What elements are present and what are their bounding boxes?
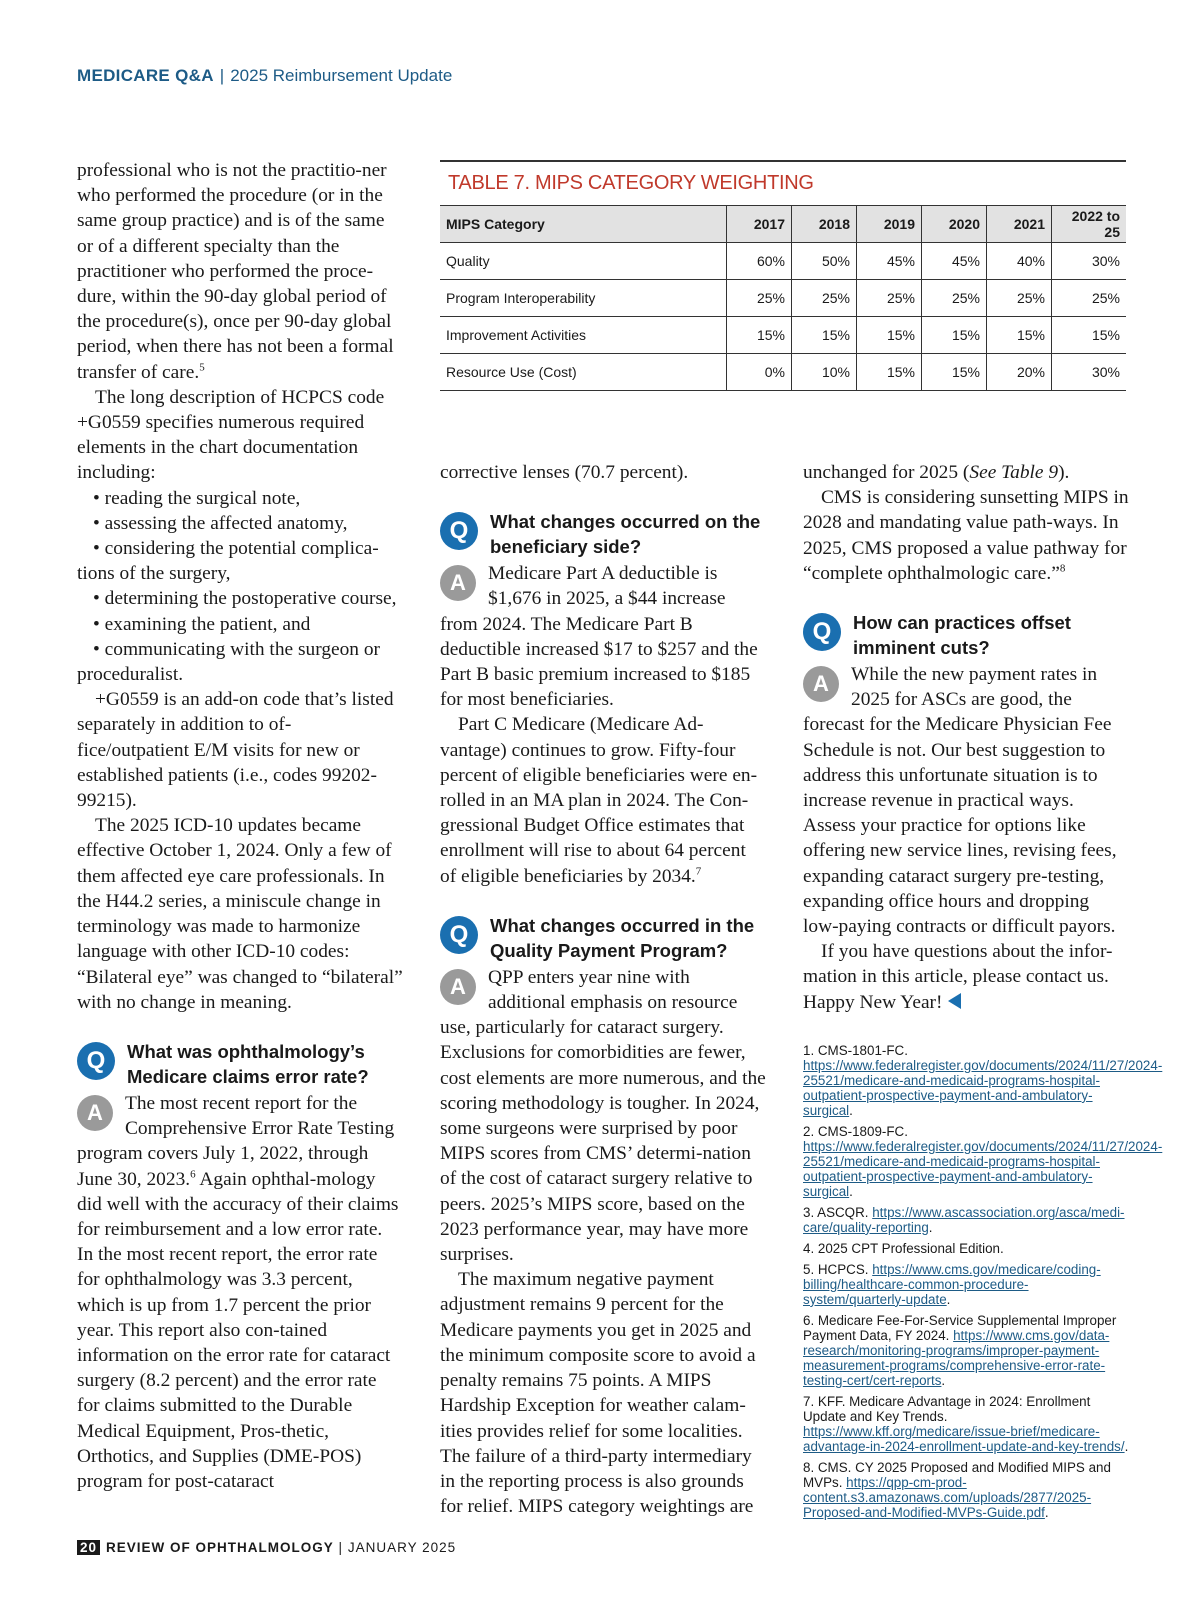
- reference-end: .: [941, 1372, 946, 1388]
- footnote-ref: 8: [1059, 562, 1066, 575]
- footnote-ref: 7: [695, 865, 702, 878]
- reference-item: [803, 1241, 1129, 1256]
- reference-item: [803, 1313, 1129, 1388]
- magazine-name: REVIEW OF OPHTHALMOLOGY: [106, 1540, 334, 1555]
- qa-block: [440, 509, 766, 889]
- table-cell: 45%: [922, 243, 987, 280]
- question-text: What changes occurred on the beneficiary side?: [490, 511, 761, 558]
- paragraph-text: professional who is not the practitio-ner who performed the procedure (or in the same group practice) and is of the same or of a different specialty than the practitioner who performed the proce-dure, within the 90-day global period of the procedure(s), once per 90-day global period, when there has not been a formal transfer of care.: [77, 160, 394, 383]
- question-text: What was ophthalmology’s Medicare claims error rate?: [127, 1040, 369, 1087]
- bullet-item: • determining the postoperative course,: [93, 588, 397, 610]
- reference-item: [803, 1205, 1129, 1235]
- column-2: [440, 460, 766, 1519]
- table-cell: 15%: [922, 354, 987, 391]
- qa-block: [440, 913, 766, 1519]
- table-cell: 45%: [857, 243, 922, 280]
- running-header: [77, 66, 452, 86]
- paragraph-text: Part C Medicare (Medicare Ad-vantage) continues to grow. Fifty-four percent of eligible beneficiaries were en-rolled in an MA plan in 2024. The Con-gressional Budget Office estimates that enrollment will rise to about 64 percent of eligible beneficiaries by 2034.: [440, 714, 758, 887]
- answer-badge-icon: A: [440, 565, 476, 601]
- table-header-row: [440, 206, 1126, 243]
- question-badge-icon: Q: [77, 1042, 115, 1080]
- paragraph: The long description of HCPCS code +G0559 specifies numerous required elements in the chart documentation including:: [77, 386, 385, 484]
- answer: [440, 965, 766, 1267]
- reference-link[interactable]: https://www.kff.org/medicare/issue-brief/medicare-advantage-in-2024-enrollment-update-and-key-trends/: [803, 1423, 1125, 1454]
- table-cell: 25%: [792, 280, 857, 317]
- qa-block: [77, 1039, 403, 1494]
- table-row: [440, 280, 1126, 317]
- table-cell: Improvement Activities: [440, 317, 727, 354]
- reference-text: 3. ASCQR.: [803, 1204, 873, 1220]
- reference-text: 8. CMS. CY 2025 Proposed and Modified MIPS and MVPs.: [803, 1459, 1111, 1490]
- table-cell: 15%: [857, 354, 922, 391]
- answer: [77, 1091, 403, 1494]
- table-cell: 15%: [1052, 317, 1127, 354]
- bullet-item: • communicating with the surgeon or proceduralist.: [77, 638, 381, 686]
- paragraph-text: unchanged for 2025 (: [803, 462, 970, 483]
- reference-text: 1. CMS-1801-FC.: [803, 1042, 908, 1058]
- table-cell: 25%: [727, 280, 792, 317]
- answer-text: Again ophthal-mology did well with the accuracy of their claims for reimbursement and a low error rate. In the most recent report, the error rate for ophthalmology was 3.3 percent, which is up from 1.7 percent the prior year. This report also con-tained information on the error rate for cataract surgery (8.2 percent) and the error rate for claims submitted to the Durable Medical Equipment, Pros-thetic, Orthotics, and Supplies (DME-POS) program for post-cataract: [77, 1168, 399, 1492]
- table-row: [440, 354, 1126, 391]
- page-number: 20: [77, 1540, 100, 1555]
- table-cell: 25%: [922, 280, 987, 317]
- table-cell: 30%: [1052, 243, 1127, 280]
- header-brand: MEDICARE Q&A: [77, 66, 214, 85]
- answer-text: QPP enters year nine with additional emphasis on resource use, particularly for cataract surgery. Exclusions for comorbidities are fewer, cost elements are more numerous, and the scoring methodology is tougher. In 2024, some surgeons were surprised by poor MIPS scores from CMS’ determi-nation of the cost of cataract surgery relative to peers. 2025’s MIPS score, based on the 2023 performance year, may have more surprises.: [440, 966, 766, 1266]
- table-header-cell: 2019: [857, 206, 922, 243]
- paragraph-text: If you have questions about the infor-mation in this article, please contact us. Happy New Year!: [803, 941, 1113, 1013]
- reference-link[interactable]: https://qpp-cm-prod-content.s3.amazonaws.com/uploads/2877/2025-Proposed-and-Modified-MVPs-Guide.pdf: [803, 1474, 1092, 1520]
- footnote-ref: 5: [199, 361, 205, 374]
- question: [77, 1039, 403, 1089]
- table-cell: 15%: [857, 317, 922, 354]
- table-cell: 40%: [987, 243, 1052, 280]
- table-row: [440, 317, 1126, 354]
- paragraph: The 2025 ICD-10 updates became effective October 1, 2024. Only a few of them affected eye care professionals. In the H44.2 series, a miniscule change in terminology was made to harmonize language with other ICD-10 codes: “Bilateral eye” was changed to “bilateral” with no change in meaning.: [77, 815, 403, 1013]
- paragraph-text: CMS is considering sunsetting MIPS in 2028 and mandating value path-ways. In 2025, CMS proposed a value pathway for “complete ophthalmologic care.”: [803, 487, 1129, 584]
- table-header-cell: MIPS Category: [440, 206, 727, 243]
- footnote-ref: 6: [190, 1168, 196, 1181]
- reference-item: [803, 1460, 1129, 1520]
- paragraph: The maximum negative payment adjustment remains 9 percent for the Medicare payments you get in 2025 and the minimum composite score to avoid a penalty remains 75 points. A MIPS Hardship Exception for weather calam-ities provides relief for some localities. The failure of a third-party intermediary in the reporting process is also grounds for relief. MIPS category weightings are: [440, 1269, 756, 1518]
- paragraph: [803, 460, 1129, 485]
- table-cell: Program Interoperability: [440, 280, 727, 317]
- table-header-cell: 2017: [727, 206, 792, 243]
- table-header-cell: 2021: [987, 206, 1052, 243]
- reference-text: 4. 2025 CPT Professional Edition.: [803, 1240, 1004, 1256]
- mips-weighting-table: [440, 205, 1126, 391]
- answer-badge-icon: A: [77, 1095, 113, 1131]
- table-cell: 15%: [727, 317, 792, 354]
- table-cell: 30%: [1052, 354, 1127, 391]
- footer-separator: |: [338, 1540, 344, 1555]
- bullet-item: • considering the potential complica-tions of the surgery,: [77, 538, 379, 585]
- references-list: [803, 1042, 1163, 1520]
- answer-text: The most recent report for the Comprehensive Error Rate Testing program covers July 1, 2022, through June 30, 2023.: [77, 1092, 395, 1190]
- reference-item: [803, 1042, 1163, 1118]
- question-badge-icon: Q: [803, 613, 841, 651]
- reference-end: .: [946, 1291, 951, 1307]
- table-header-cell: 2020: [922, 206, 987, 243]
- table-cell: 25%: [857, 280, 922, 317]
- question-text: How can practices offset imminent cuts?: [853, 612, 1071, 659]
- column-3: [803, 460, 1163, 1526]
- reference-end: .: [1124, 1438, 1129, 1454]
- reference-end: .: [928, 1219, 933, 1235]
- table-cell: 15%: [987, 317, 1052, 354]
- table-cell: 25%: [987, 280, 1052, 317]
- answer-text: Medicare Part A deductible is $1,676 in 2025, a $44 increase from 2024. The Medicare Part B deductible increased $17 to $257 and the Part B basic premium increased to $185 for most beneficiaries.: [440, 563, 758, 711]
- table-title: TABLE 7. MIPS CATEGORY WEIGHTING: [448, 172, 814, 194]
- paragraph: +G0559 is an add-on code that’s listed separately in addition to of-fice/outpatient E/M visits for new or established patients (i.e., codes 99202-99215).: [77, 689, 394, 812]
- end-mark-triangle-icon: [948, 993, 961, 1009]
- table-7: [440, 160, 1126, 391]
- issue-date: JANUARY 2025: [347, 1540, 457, 1555]
- qa-block: [803, 610, 1129, 1015]
- table-cell: 15%: [922, 317, 987, 354]
- paragraph: [803, 485, 1129, 586]
- table-cell: 60%: [727, 243, 792, 280]
- table-cell: 50%: [792, 243, 857, 280]
- reference-end: .: [849, 1102, 853, 1118]
- reference-link[interactable]: https://www.federalregister.gov/documents/2024/11/27/2024-25521/medicare-and-medicaid-programs-hospital-outpatient-prospective-payment-and-ambulatory-surgical: [803, 1057, 1163, 1118]
- answer-text: While the new payment rates in 2025 for ASCs are good, the forecast for the Medicare Physician Fee Schedule is not. Our best suggestion to address this unfortunate situation is to increase revenue in practical ways. Assess your practice for options like offering new service lines, revising fees, expanding cataract surgery pre-testing, expanding office hours and dropping low-paying contracts or difficult payors.: [803, 664, 1117, 938]
- header-separator: |: [219, 66, 225, 85]
- reference-text: 5. HCPCS.: [803, 1261, 873, 1277]
- page-footer: [77, 1540, 456, 1555]
- answer: [803, 662, 1129, 939]
- reference-text: 6. Medicare Fee-For-Service Supplemental Improper Payment Data, FY 2024.: [803, 1312, 1117, 1343]
- table-reference: See Table 9: [969, 462, 1059, 483]
- table-cell: 10%: [792, 354, 857, 391]
- reference-item: [803, 1262, 1129, 1307]
- question: [440, 913, 766, 963]
- paragraph: corrective lenses (70.7 percent).: [440, 462, 689, 483]
- table-cell: Quality: [440, 243, 727, 280]
- reference-text: 7. KFF. Medicare Advantage in 2024: Enrollment Update and Key Trends.: [803, 1393, 1091, 1424]
- question-text: What changes occurred in the Quality Payment Program?: [490, 914, 755, 961]
- table-cell: 20%: [987, 354, 1052, 391]
- question-badge-icon: Q: [440, 916, 478, 954]
- paragraph-text: ).: [1058, 462, 1070, 483]
- question: [803, 610, 1129, 660]
- header-subtitle: 2025 Reimbursement Update: [230, 66, 453, 85]
- reference-end: .: [1044, 1504, 1049, 1520]
- answer-badge-icon: A: [803, 666, 839, 702]
- paragraph: [440, 712, 766, 888]
- paragraph: [803, 939, 1129, 1015]
- question-badge-icon: Q: [440, 512, 478, 550]
- answer: [440, 561, 766, 712]
- table-header-cell: 2022 to 25: [1052, 206, 1127, 243]
- reference-item: [803, 1123, 1163, 1199]
- reference-item: [803, 1394, 1129, 1454]
- paragraph: [77, 158, 403, 385]
- reference-text: 2. CMS-1809-FC.: [803, 1123, 908, 1139]
- table-cell: Resource Use (Cost): [440, 354, 727, 391]
- table-row: [440, 243, 1126, 280]
- reference-link[interactable]: https://www.cms.gov/data-research/monitoring-programs/improper-payment-measurement-programs/comprehensive-error-rate-testing-cert/cert-reports: [803, 1327, 1110, 1388]
- question: [440, 509, 766, 559]
- reference-link[interactable]: https://www.cms.gov/medicare/coding-billing/healthcare-common-procedure-system/quarterly-update: [803, 1261, 1101, 1307]
- bullet-item: • reading the surgical note,: [93, 487, 301, 509]
- reference-link[interactable]: https://www.federalregister.gov/documents/2024/11/27/2024-25521/medicare-and-medicaid-programs-hospital-outpatient-prospective-payment-and-ambulatory-surgical: [803, 1138, 1163, 1199]
- column-1: [77, 158, 403, 1494]
- reference-end: .: [849, 1183, 853, 1199]
- table-cell: 15%: [792, 317, 857, 354]
- answer-badge-icon: A: [440, 969, 476, 1005]
- bullet-item: • assessing the affected anatomy,: [93, 512, 348, 534]
- reference-link[interactable]: https://www.ascassociation.org/asca/medi-care/quality-reporting: [803, 1204, 1125, 1235]
- table-header-cell: 2018: [792, 206, 857, 243]
- table-cell: 0%: [727, 354, 792, 391]
- table-cell: 25%: [1052, 280, 1127, 317]
- bullet-item: • examining the patient, and: [93, 613, 311, 635]
